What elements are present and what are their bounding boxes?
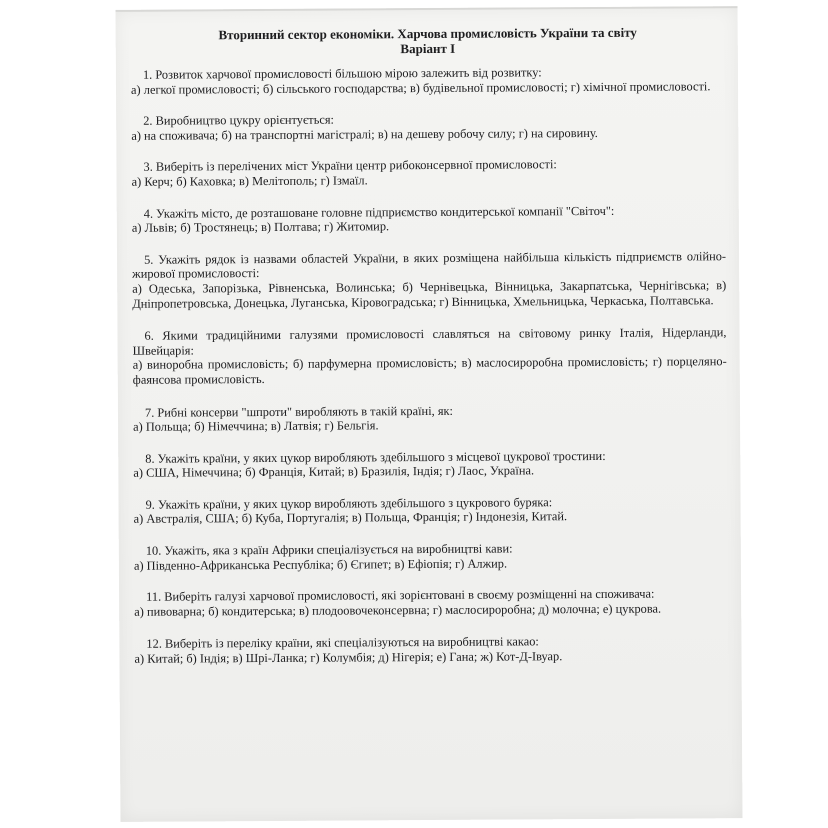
question-2 bbox=[131, 110, 725, 143]
question-10 bbox=[134, 540, 728, 573]
question-text: 11. Виберіть галузі харчової промисловості, які зорієнтовані в своєму розміщенні на споживача: bbox=[146, 586, 655, 604]
answer-options: а) Південно-Африканська Республіка; б) Єгипет; в) Ефіопія; г) Алжир. bbox=[133, 556, 508, 573]
question-7 bbox=[133, 402, 727, 435]
question-text: 3. Виберіть із перелічених міст України центр рибоконсервної промисловості: bbox=[143, 157, 557, 175]
question-text: 7. Рибні консерви "шпроти" виробляють в такій країні, як: bbox=[144, 403, 454, 420]
question-text: 10. Укажіть, яка з країн Африки спеціалізується на виробництві кави: bbox=[145, 541, 513, 558]
document-title: Вторинний сектор економіки. Харчова промисловість України та світу bbox=[218, 24, 637, 43]
variant-label: Варіант І bbox=[400, 40, 456, 57]
sheet-edge bbox=[116, 6, 738, 12]
answer-options: а) виноробна промисловість; б) парфумерна промисловість; в) маслосироробна промисловість; г) порцеляно-фаянсова промисловість. bbox=[132, 354, 727, 387]
question-text: 8. Укажіть країни, у яких цукор виробляють здебільшого з місцевої цукрової тростини: bbox=[145, 448, 606, 466]
question-6 bbox=[132, 325, 726, 387]
question-4 bbox=[132, 203, 726, 236]
answer-options: а) Китай; б) Індія; в) Шрі-Ланка; г) Колумбія; д) Нігерія; е) Гана; ж) Кот-Д-Івуар. bbox=[134, 649, 563, 666]
question-text: 9. Укажіть країни, у яких цукор виробляють здебільшого з цукрового буряка: bbox=[145, 495, 553, 512]
paper-sheet bbox=[116, 6, 743, 822]
answer-options: а) Польща; б) Німеччина; в) Латвія; г) Бельгія. bbox=[133, 418, 379, 434]
question-9 bbox=[134, 494, 728, 527]
answer-options: а) Керч; б) Каховка; в) Мелітополь; г) Ізмаїл. bbox=[131, 173, 368, 189]
question-12 bbox=[134, 634, 728, 667]
answer-options: а) США, Німеччина; б) Франція, Китай; в) Бразилія, Індія; г) Лаос, Україна. bbox=[133, 463, 535, 481]
question-text: 4. Укажіть місто, де розташоване головне підприємство кондитерської компанії "Світоч": bbox=[143, 203, 615, 221]
answer-options: а) пивоварна; б) кондитерська; в) плодоовочеконсервна; г) маслосироробна; д) молочна; е) цукрова. bbox=[134, 601, 662, 619]
answer-options: а) легкої промисловості; б) сільського господарства; в) будівельної промисловості; г) хімічної промисловості. bbox=[130, 78, 711, 97]
test-content bbox=[131, 24, 729, 683]
question-8 bbox=[133, 448, 727, 481]
answer-options: а) Одеська, Запорізька, Рівненська, Волинська; б) Чернівецька, Вінницька, Закарпатська, Чернігівська; в) Дніпропетровська, Донецька, Луганська, Кіровоградська; г) Вінницька, Хмельницька, Черкаська, Полтавська. bbox=[132, 278, 727, 311]
question-3 bbox=[131, 157, 725, 190]
question-text: 12. Виберіть із переліку країни, які спеціалізуються на виробництві какао: bbox=[146, 634, 539, 652]
answer-options: а) на споживача; б) на транспортні магістралі; в) на дешеву робочу силу; г) на сировину. bbox=[131, 125, 598, 143]
question-text: 2. Виробництво цукру орієнтується: bbox=[143, 112, 335, 128]
answer-options: а) Львів; б) Тростянець; в) Полтава; г) Житомир. bbox=[131, 219, 390, 235]
question-text: 1. Розвиток харчової промисловості більшою мірою залежить від розвитку: bbox=[142, 65, 542, 82]
answer-options: а) Австралія, США; б) Куба, Португалія; в) Польща, Франція; г) Індонезія, Китай. bbox=[133, 509, 568, 527]
question-1 bbox=[131, 64, 725, 97]
question-5 bbox=[132, 249, 726, 311]
question-text: 5. Укажіть рядок із назвами областей України, в яких розміщена найбільша кількість підприємств олійно-жирової промисловості: bbox=[132, 248, 727, 282]
question-text: 6. Якими традиційними галузями промисловості славляться на світовому ринку Італія, Нідерланди, Швейцарія: bbox=[132, 325, 727, 358]
question-11 bbox=[134, 586, 728, 619]
